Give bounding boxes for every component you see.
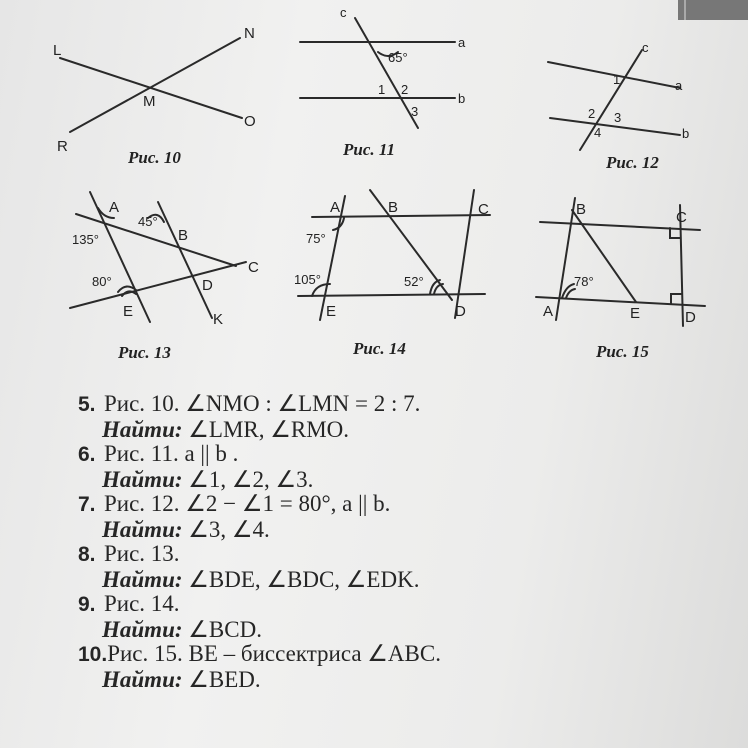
line-rn (70, 38, 240, 132)
label-78: 78° (574, 274, 594, 289)
problem-list (78, 392, 728, 692)
right-angle-d (671, 294, 681, 304)
label-N: N (244, 25, 255, 42)
label-52: 52° (404, 274, 424, 289)
figure-13 (70, 192, 259, 362)
label-R: R (57, 138, 68, 155)
label-3: 3 (411, 104, 419, 119)
label-O: O (244, 113, 256, 130)
problem-statement: Рис. 15. BE – биссектриса ∠ABC. (107, 641, 441, 666)
problem-number: 6. (78, 443, 96, 466)
problem-5 (78, 392, 728, 442)
caption-fig12: Рис. 12 (606, 153, 659, 172)
find-targets: ∠1, ∠2, ∠3. (188, 466, 314, 492)
label-E: E (326, 303, 337, 320)
label-c: c (642, 40, 649, 55)
find-targets: ∠LMR, ∠RMO. (188, 416, 350, 442)
find-targets: ∠BED. (188, 666, 261, 692)
figure-14 (294, 190, 490, 358)
problem-9 (78, 592, 728, 642)
problem-statement: Рис. 11. a || b . (104, 441, 239, 466)
label-A: A (109, 199, 120, 216)
label-M: M (143, 93, 156, 110)
label-C: C (478, 201, 489, 218)
caption-fig11: Рис. 11 (343, 140, 395, 159)
find-label: Найти: (102, 566, 183, 592)
problem-8 (78, 542, 728, 592)
label-135: 135° (72, 232, 99, 247)
label-D: D (685, 309, 696, 326)
line-cd (455, 190, 474, 318)
problem-number: 8. (78, 543, 96, 566)
label-c: c (340, 5, 347, 20)
find-label: Найти: (102, 466, 183, 492)
label-L: L (53, 42, 62, 59)
problem-statement: Рис. 10. ∠NMO : ∠LMN = 2 : 7. (104, 391, 421, 416)
problem-statement: Рис. 14. (104, 591, 180, 616)
caption-fig15: Рис. 15 (596, 342, 649, 361)
label-2: 2 (401, 82, 409, 97)
find-label: Найти: (102, 516, 183, 542)
figure-11 (300, 5, 466, 159)
problem-7 (78, 492, 728, 542)
label-75: 75° (306, 231, 326, 246)
label-B: B (388, 199, 399, 216)
label-1: 1 (613, 72, 621, 87)
label-D: D (202, 277, 213, 294)
problem-number: 10. (78, 643, 108, 666)
label-A: A (330, 199, 341, 216)
label-4: 4 (594, 125, 602, 140)
problem-number: 7. (78, 493, 96, 516)
angle-arc-78b (566, 289, 575, 298)
problem-6 (78, 442, 728, 492)
label-E: E (630, 305, 641, 322)
label-1: 1 (378, 82, 386, 97)
angle-arc-80b (122, 291, 136, 296)
problem-statement: Рис. 13. (104, 541, 180, 566)
line-ab (556, 198, 575, 320)
label-a: a (675, 78, 683, 93)
label-b: b (458, 91, 466, 106)
line-ae (90, 192, 150, 322)
find-targets: ∠BDE, ∠BDC, ∠EDK. (188, 566, 420, 592)
caption-fig14: Рис. 14 (353, 339, 406, 358)
find-targets: ∠BCD. (188, 616, 262, 642)
problem-number: 9. (78, 593, 96, 616)
label-105: 105° (294, 272, 321, 287)
figure-10 (53, 25, 256, 167)
label-2: 2 (588, 106, 596, 121)
label-b: b (682, 126, 690, 141)
label-C: C (676, 209, 687, 226)
label-B: B (178, 227, 189, 244)
problem-number: 5. (78, 393, 96, 416)
label-E: E (123, 303, 134, 320)
label-3: 3 (614, 110, 622, 125)
label-a: a (458, 35, 466, 50)
find-label: Найти: (102, 416, 183, 442)
label-K: K (213, 311, 224, 328)
line-bk (158, 202, 212, 318)
problem-statement: Рис. 12. ∠2 − ∠1 = 80°, a || b. (104, 491, 391, 516)
label-80: 80° (92, 274, 112, 289)
find-label: Найти: (102, 666, 183, 692)
find-targets: ∠3, ∠4. (188, 516, 270, 542)
find-label: Найти: (102, 616, 183, 642)
problem-10 (78, 642, 728, 692)
figure-12 (548, 40, 689, 172)
label-B: B (576, 201, 587, 218)
label-C: C (248, 259, 259, 276)
label-D: D (455, 303, 466, 320)
figure-15 (536, 198, 705, 361)
line-c (580, 50, 642, 150)
caption-fig13: Рис. 13 (118, 343, 171, 362)
caption-fig10: Рис. 10 (128, 148, 181, 167)
label-65: 65° (388, 50, 408, 65)
line-c (355, 18, 418, 128)
label-45: 45° (138, 214, 158, 229)
label-A: A (543, 303, 554, 320)
